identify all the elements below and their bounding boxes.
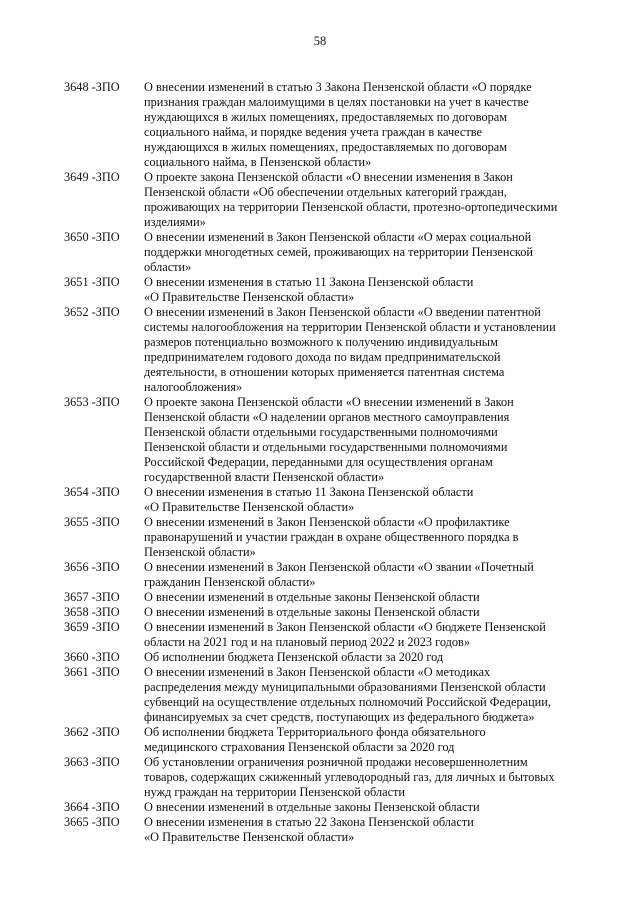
list-item xyxy=(64,80,584,170)
law-number: 3665 -ЗПО xyxy=(64,815,120,829)
law-title-line: О проекте закона Пензенской области «О внесении изменений в Закон xyxy=(144,395,514,409)
law-title xyxy=(144,665,584,725)
law-number: 3654 -ЗПО xyxy=(64,485,120,499)
law-title-line: О внесении изменения в статью 22 Закона Пензенской области xyxy=(144,815,474,829)
law-title-line: О внесении изменений в Закон Пензенской области «О бюджете Пензенской xyxy=(144,620,546,634)
law-number: 3651 -ЗПО xyxy=(64,275,120,289)
law-title-line: предпринимателем годового дохода по видам предпринимательской xyxy=(144,350,501,364)
law-title xyxy=(144,515,584,560)
page-number: 58 xyxy=(313,34,327,48)
law-number: 3656 -ЗПО xyxy=(64,560,120,574)
list-item xyxy=(64,230,584,275)
law-number: 3649 -ЗПО xyxy=(64,170,120,184)
law-number: 3664 -ЗПО xyxy=(64,800,120,814)
list-item xyxy=(64,305,584,395)
law-title xyxy=(144,230,584,275)
law-title-line: О внесении изменений в статью 3 Закона Пензенской области «О порядке xyxy=(144,80,532,94)
law-title-line: финансируемых за счет средств, поступающих из федерального бюджета» xyxy=(144,710,535,724)
law-title xyxy=(144,80,584,170)
law-title-line: Российской Федерации, переданными для осуществления органам xyxy=(144,455,493,469)
law-number: 3657 -ЗПО xyxy=(64,590,120,604)
law-title-line: правонарушений и участии граждан в охране общественного порядка в xyxy=(144,530,519,544)
law-title-line: О внесении изменений в Закон Пензенской области «О методиках xyxy=(144,665,491,679)
law-title-line: О внесении изменения в статью 11 Закона Пензенской области xyxy=(144,275,474,289)
law-title xyxy=(144,590,584,605)
list-item xyxy=(64,605,584,620)
law-title xyxy=(144,605,584,620)
law-number: 3661 -ЗПО xyxy=(64,665,120,679)
law-number: 3650 -ЗПО xyxy=(64,230,120,244)
law-title-line: Пензенской области «О наделении органов местного самоуправления xyxy=(144,410,510,424)
law-title-line: распределения между муниципальными образованиями Пензенской области xyxy=(144,680,546,694)
law-title-line: социального найма, и порядке ведения учета граждан в качестве xyxy=(144,125,482,139)
law-number: 3658 -ЗПО xyxy=(64,605,120,619)
law-title-line: Пензенской области «Об обеспечении отдельных категорий граждан, xyxy=(144,185,507,199)
law-title-line: субвенций на осуществление отдельных полномочий Российской Федерации, xyxy=(144,695,551,709)
law-title-line: «О Правительстве Пензенской области» xyxy=(144,500,355,514)
law-number: 3652 -ЗПО xyxy=(64,305,120,319)
law-title-line: нуждающихся в жилых помещениях, предоставляемых по договорам xyxy=(144,140,508,154)
list-item xyxy=(64,800,584,815)
list-item xyxy=(64,395,584,485)
law-title-line: О внесении изменения в статью 11 Закона Пензенской области xyxy=(144,485,474,499)
list-item xyxy=(64,725,584,755)
law-title-line: области на 2021 год и на плановый период 2022 и 2023 годов» xyxy=(144,635,470,649)
list-item xyxy=(64,275,584,305)
list-item xyxy=(64,815,584,845)
law-title xyxy=(144,485,584,515)
law-number: 3653 -ЗПО xyxy=(64,395,120,409)
law-number: 3663 -ЗПО xyxy=(64,755,120,769)
law-title-line: О внесении изменений в Закон Пензенской области «О мерах социальной xyxy=(144,230,532,244)
law-title xyxy=(144,755,584,800)
law-title-line: О внесении изменений в Закон Пензенской области «О введении патентной xyxy=(144,305,541,319)
list-item xyxy=(64,485,584,515)
list-item xyxy=(64,560,584,590)
law-title-line: поддержки многодетных семей, проживающих на территории Пензенской xyxy=(144,245,533,259)
law-title-line: нужд граждан на территории Пензенской области xyxy=(144,785,406,799)
law-title-line: Пензенской области отдельными государственными полномочиями xyxy=(144,425,498,439)
law-title-line: налогообложения» xyxy=(144,380,243,394)
law-list xyxy=(64,80,584,845)
law-title-line: Об исполнении бюджета Территориального фонда обязательного xyxy=(144,725,486,739)
law-title-line: государственной власти Пензенской области» xyxy=(144,470,385,484)
law-title-line: Об установлении ограничения розничной продажи несовершеннолетним xyxy=(144,755,528,769)
law-title xyxy=(144,650,584,665)
law-number: 3648 -ЗПО xyxy=(64,80,120,94)
law-title-line: системы налогообложения на территории Пензенской области и установлении xyxy=(144,320,556,334)
law-title-line: медицинского страхования Пензенской области за 2020 год xyxy=(144,740,455,754)
list-item xyxy=(64,590,584,605)
law-title-line: проживающих на территории Пензенской области, протезно-ортопедическими xyxy=(144,200,558,214)
law-title-line: О внесении изменений в отдельные законы Пензенской области xyxy=(144,605,480,619)
list-item xyxy=(64,650,584,665)
law-title xyxy=(144,620,584,650)
law-title xyxy=(144,275,584,305)
law-number: 3660 -ЗПО xyxy=(64,650,120,664)
law-title xyxy=(144,815,584,845)
law-title-line: изделиями» xyxy=(144,215,206,229)
law-title-line: О внесении изменений в отдельные законы Пензенской области xyxy=(144,800,480,814)
law-title-line: области» xyxy=(144,260,192,274)
law-title xyxy=(144,725,584,755)
law-number: 3655 -ЗПО xyxy=(64,515,120,529)
law-title-line: Пензенской области» xyxy=(144,545,256,559)
law-title-line: нуждающихся в жилых помещениях, предоставляемых по договорам xyxy=(144,110,508,124)
law-title-line: О внесении изменений в отдельные законы Пензенской области xyxy=(144,590,480,604)
law-title-line: Пензенской области и отдельными государственными полномочиями xyxy=(144,440,508,454)
list-item xyxy=(64,755,584,800)
list-item xyxy=(64,170,584,230)
list-item xyxy=(64,665,584,725)
law-title xyxy=(144,560,584,590)
law-title-line: «О Правительстве Пензенской области» xyxy=(144,290,355,304)
law-title-line: гражданин Пензенской области» xyxy=(144,575,316,589)
law-title-line: социального найма, в Пензенской области» xyxy=(144,155,372,169)
law-number: 3662 -ЗПО xyxy=(64,725,120,739)
law-title-line: признания граждан малоимущими в целях постановки на учет в качестве xyxy=(144,95,529,109)
law-title-line: О проекте закона Пензенской области «О внесении изменения в Закон xyxy=(144,170,513,184)
law-title-line: О внесении изменений в Закон Пензенской области «О звании «Почетный xyxy=(144,560,534,574)
law-title-line: размеров потенциально возможного к получению индивидуальным xyxy=(144,335,498,349)
law-title-line: «О Правительстве Пензенской области» xyxy=(144,830,355,844)
list-item xyxy=(64,620,584,650)
law-title-line: О внесении изменений в Закон Пензенской области «О профилактике xyxy=(144,515,510,529)
list-item xyxy=(64,515,584,560)
law-number: 3659 -ЗПО xyxy=(64,620,120,634)
law-title xyxy=(144,170,584,230)
law-title xyxy=(144,395,584,485)
law-title-line: товаров, содержащих сжиженный углеводородный газ, для личных и бытовых xyxy=(144,770,555,784)
law-title-line: деятельности, в отношении которых применяется патентная система xyxy=(144,365,505,379)
law-title-line: Об исполнении бюджета Пензенской области за 2020 год xyxy=(144,650,444,664)
law-title xyxy=(144,800,584,815)
law-title xyxy=(144,305,584,395)
